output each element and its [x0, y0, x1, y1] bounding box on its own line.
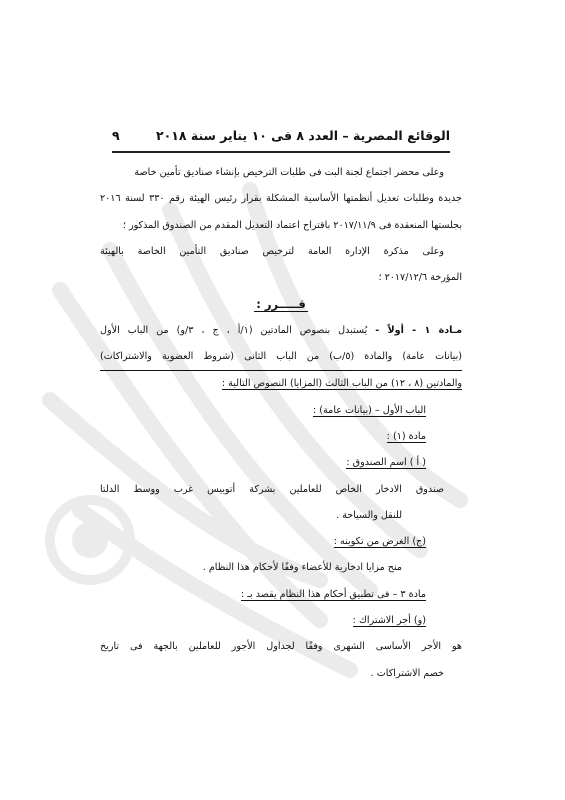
text-line: وعلى محضر اجتماع لجنة البت فى طلبات الترخيص بإنشاء صناديق تأمين خاصة	[134, 167, 444, 178]
article-1-text: يُستبدل بنصوص المادتين (١/أ ، ج ، ٣/و) من الباب الأول	[100, 324, 376, 336]
document-body	[100, 160, 462, 687]
article-heading-text: مادة ٣ – فى تطبيق أحكام هذا النظام يقصد بـ :	[240, 588, 426, 600]
text-line: صندوق الادخار الخاص للعاملين بشركة أتوبيس غرب ووسط الدلتا	[100, 483, 444, 495]
article-1-line	[100, 318, 462, 344]
article-1-lead: مـادة ١ - أولاً -	[375, 324, 462, 336]
text-line: هو الأجر الأساسى الشهرى وفقًا لجداول الأجور للعاملين بالجهة فى تاريخ	[100, 641, 462, 653]
article-heading-text: مادة (١) :	[386, 430, 426, 442]
text-fragment: والمادتين (٨ ، ١٢) من الباب الثالث (المزايا)	[286, 378, 462, 390]
item-heading	[100, 450, 462, 476]
page-header	[112, 124, 450, 148]
text-line: جديدة وطلبات تعديل أنظمتها الأساسية المشكلة بقرار رئيس الهيئة رقم ٣٣٠ لسنة ٢٠١٦	[100, 193, 462, 205]
resolution-heading	[100, 291, 462, 317]
text-line: (بيانات عامة) والمادة (٥/ب) من الباب الثانى (شروط العضوية والاشتراكات)	[100, 344, 462, 371]
page-number: ٩	[112, 128, 120, 143]
item-heading-text: ( أ ) اسم الصندوق :	[346, 457, 426, 469]
text-line: خصم الاشتراكات .	[370, 667, 444, 679]
header-divider	[112, 151, 450, 153]
chapter-heading-text: الباب الأول – (بيانات عامة) :	[313, 404, 426, 416]
text-fragment: النصوص التالية :	[221, 378, 287, 390]
header-title: الوقائع المصرية – العدد ٨ فى ١٠ يناير سنة ٢٠١٨	[156, 128, 450, 143]
text-line: المؤرخة ٢٠١٧/١٢/٦ ؛	[378, 272, 462, 284]
item-heading	[100, 608, 462, 634]
item-heading-text: (ج) الغرض من تكوينه :	[333, 536, 426, 548]
text-line: وعلى مذكرة الإدارة العامة لترخيص صناديق التأمين الخاصة بالهيئة	[100, 245, 444, 257]
item-heading	[100, 529, 462, 555]
resolution-heading-text: قـــــرر :	[256, 297, 306, 312]
text-line: بجلستها المنعقدة فى ٢٠١٧/١١/٩ باقتراح اعتماد التعديل المقدم من الصندوق المذكور ؛	[122, 219, 462, 231]
text-line: للنقل والسياحة .	[336, 509, 402, 521]
item-heading-text: (و) أجر الاشتراك :	[352, 615, 426, 627]
article-heading	[100, 582, 462, 608]
chapter-heading	[100, 398, 462, 424]
text-line: منح مزايا ادخارية للأعضاء وفقًا لأحكام هذا النظام .	[202, 562, 402, 574]
text-line	[100, 371, 462, 397]
article-heading	[100, 424, 462, 450]
